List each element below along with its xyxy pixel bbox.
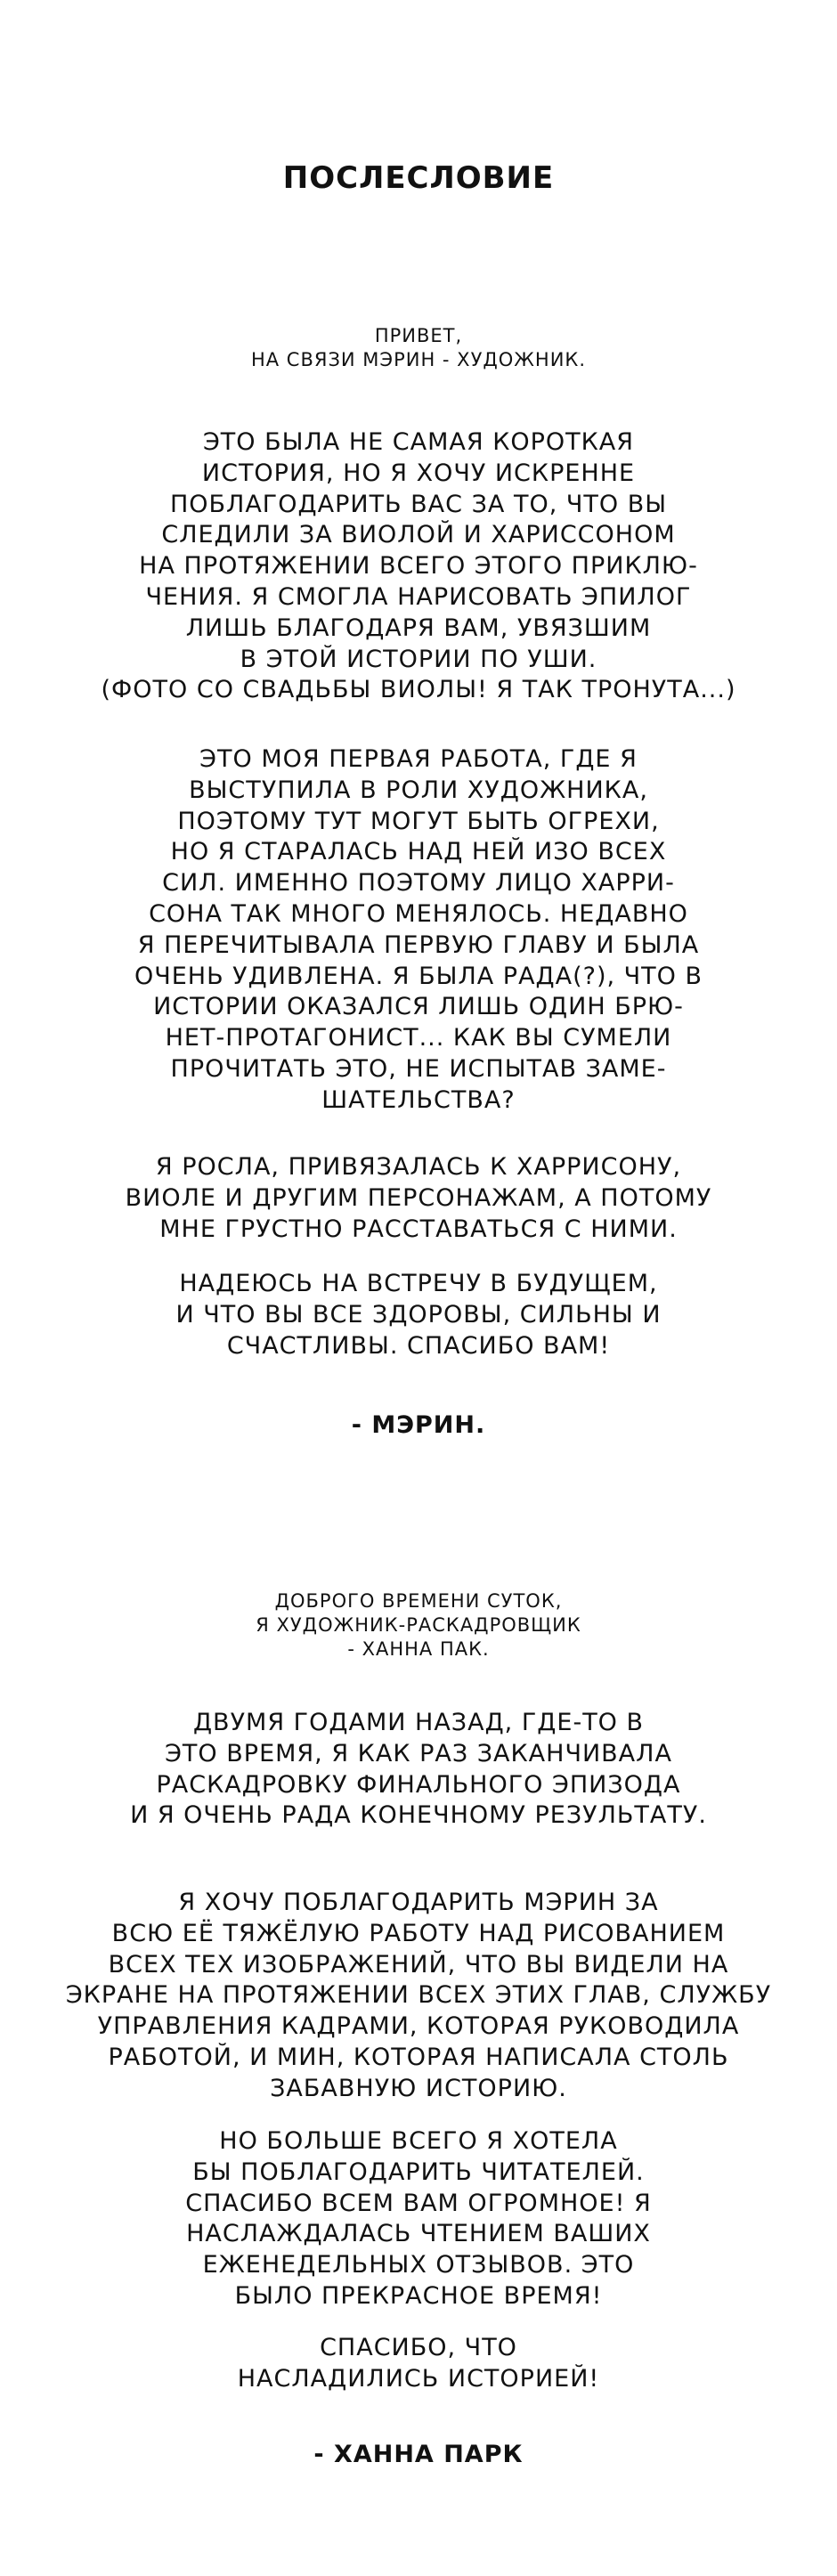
text-line: РАБОТОЙ, И МИН, КОТОРАЯ НАПИСАЛА СТОЛЬ [108,2043,729,2071]
text-line: ЭТО ВРЕМЯ, Я КАК РАЗ ЗАКАНЧИВАЛА [165,1739,672,1767]
text-line: ИСТОРИЯ, НО Я ХОЧУ ИСКРЕННЕ [201,459,636,487]
text-line: ВЫСТУПИЛА В РОЛИ ХУДОЖНИКА, [189,776,648,804]
artist-paragraph-2 [53,744,784,1117]
text-line: СИЛ. ИМЕННО ПОЭТОМУ ЛИЦО ХАРРИ- [162,869,675,898]
text-line: НАСЛАЖДАЛАСЬ ЧТЕНИЕМ ВАШИХ [186,2220,651,2248]
text-line: Я ПЕРЕЧИТЫВАЛА ПЕРВУЮ ГЛАВУ И БЫЛА [137,930,700,959]
greeting-line: ПРИВЕТ, [374,325,463,346]
text-line: СПАСИБО ВСЕМ ВАМ ОГРОМНОЕ! Я [185,2189,652,2217]
storyboard-paragraph-4 [53,2333,784,2395]
greeting-line: НА СВЯЗИ МЭРИН - ХУДОЖНИК. [250,349,587,370]
greeting-line: ДОБРОГО ВРЕМЕНИ СУТОК, [274,1590,563,1612]
text-line: БЫЛО ПРЕКРАСНОЕ ВРЕМЯ! [234,2281,603,2310]
text-line: ПОЭТОМУ ТУТ МОГУТ БЫТЬ ОГРЕХИ, [177,807,660,835]
text-line: ШАТЕЛЬСТВА? [321,1085,516,1114]
text-line: НЕТ-ПРОТАГОНИСТ... КАК ВЫ СУМЕЛИ [165,1024,672,1052]
text-line: СЧАСТЛИВЫ. СПАСИБО ВАМ! [226,1331,611,1360]
artist-greeting [53,324,784,372]
text-line: ЭТО МОЯ ПЕРВАЯ РАБОТА, ГДЕ Я [199,745,638,773]
text-line: Я РОСЛА, ПРИВЯЗАЛАСЬ К ХАРРИСОНУ, [155,1153,682,1181]
text-line: ПРОЧИТАТЬ ЭТО, НЕ ИСПЫТАВ ЗАМЕ- [170,1054,667,1083]
text-line: И Я ОЧЕНЬ РАДА КОНЕЧНОМУ РЕЗУЛЬТАТУ. [130,1801,707,1830]
text-line: (ФОТО СО СВАДЬБЫ ВИОЛЫ! Я ТАК ТРОНУТА...) [101,676,736,704]
storyboard-paragraph-1 [53,1708,784,1832]
greeting-line: - ХАННА ПАК. [347,1638,490,1660]
text-line: Я ХОЧУ ПОБЛАГОДАРИТЬ МЭРИН ЗА [178,1889,659,1916]
text-line: СЛЕДИЛИ ЗА ВИОЛОЙ И ХАРИССОНОМ [161,521,676,549]
text-line: ЭТО БЫЛА НЕ САМАЯ КОРОТКАЯ [202,428,635,456]
storyboard-signature: - ХАННА ПАРК [313,2441,524,2468]
artist-signature: - МЭРИН. [351,1411,486,1439]
text-line: ИСТОРИИ ОКАЗАЛСЯ ЛИШЬ ОДИН БРЮ- [153,993,684,1021]
text-line: В ЭТОЙ ИСТОРИИ ПО УШИ. [240,645,597,673]
text-line: СОНА ТАК МНОГО МЕНЯЛОСЬ. НЕДАВНО [149,899,688,928]
text-line: ЧЕНИЯ. Я СМОГЛА НАРИСОВАТЬ ЭПИЛОГ [145,582,692,611]
artist-paragraph-4 [53,1269,784,1361]
storyboard-paragraph-2 [53,1888,784,2105]
storyboard-paragraph-3 [53,2126,784,2312]
text-line: ЭКРАНЕ НА ПРОТЯЖЕНИИ ВСЕХ ЭТИХ ГЛАВ, СЛУЖБУ [65,1981,772,2010]
text-line: РАСКАДРОВКУ ФИНАЛЬНОГО ЭПИЗОДА [156,1770,681,1799]
text-line: ОЧЕНЬ УДИВЛЕНА. Я БЫЛА РАДА(?), ЧТО В [134,962,703,990]
text-line: НАДЕЮСЬ НА ВСТРЕЧУ В БУДУЩЕМ, [179,1270,658,1297]
text-line: И ЧТО ВЫ ВСЕ ЗДОРОВЫ, СИЛЬНЫ И [175,1300,662,1329]
page-title: ПОСЛЕСЛОВИЕ [282,160,555,196]
text-line: ЛИШЬ БЛАГОДАРЯ ВАМ, УВЯЗШИМ [185,614,652,642]
text-line: ДВУМЯ ГОДАМИ НАЗАД, ГДЕ-ТО В [192,1709,645,1736]
text-line: НО БОЛЬШЕ ВСЕГО Я ХОТЕЛА [219,2127,618,2155]
greeting-line: Я ХУДОЖНИК-РАСКАДРОВЩИК [256,1614,581,1636]
text-line: НАСЛАДИЛИСЬ ИСТОРИЕЙ! [237,2364,600,2393]
artist-paragraph-3 [53,1152,784,1245]
artist-paragraph-1 [53,427,784,706]
text-line: ВСЕХ ТЕХ ИЗОБРАЖЕНИЙ, ЧТО ВЫ ВИДЕЛИ НА [108,1950,729,1979]
text-line: ЕЖЕНЕДЕЛЬНЫХ ОТЗЫВОВ. ЭТО [202,2251,635,2279]
text-line: ВИОЛЕ И ДРУГИМ ПЕРСОНАЖАМ, А ПОТОМУ [125,1183,712,1212]
storyboard-greeting [53,1589,784,1662]
text-line: ВСЮ ЕЁ ТЯЖЁЛУЮ РАБОТУ НАД РИСОВАНИЕМ [111,1919,726,1947]
text-line: НО Я СТАРАЛАСЬ НАД НЕЙ ИЗО ВСЕХ [170,838,667,866]
text-line: ПОБЛАГОДАРИТЬ ВАС ЗА ТО, ЧТО ВЫ [169,490,668,518]
text-line: НА ПРОТЯЖЕНИИ ВСЕГО ЭТОГО ПРИКЛЮ- [139,552,698,581]
text-line: БЫ ПОБЛАГОДАРИТЬ ЧИТАТЕЛЕЙ. [192,2158,645,2186]
text-line: МНЕ ГРУСТНО РАССТАВАТЬСЯ С НИМИ. [159,1215,678,1243]
text-line: УПРАВЛЕНИЯ КАДРАМИ, КОТОРАЯ РУКОВОДИЛА [97,2012,740,2041]
text-line: ЗАБАВНУЮ ИСТОРИЮ. [270,2074,567,2102]
text-line: СПАСИБО, ЧТО [320,2334,517,2361]
